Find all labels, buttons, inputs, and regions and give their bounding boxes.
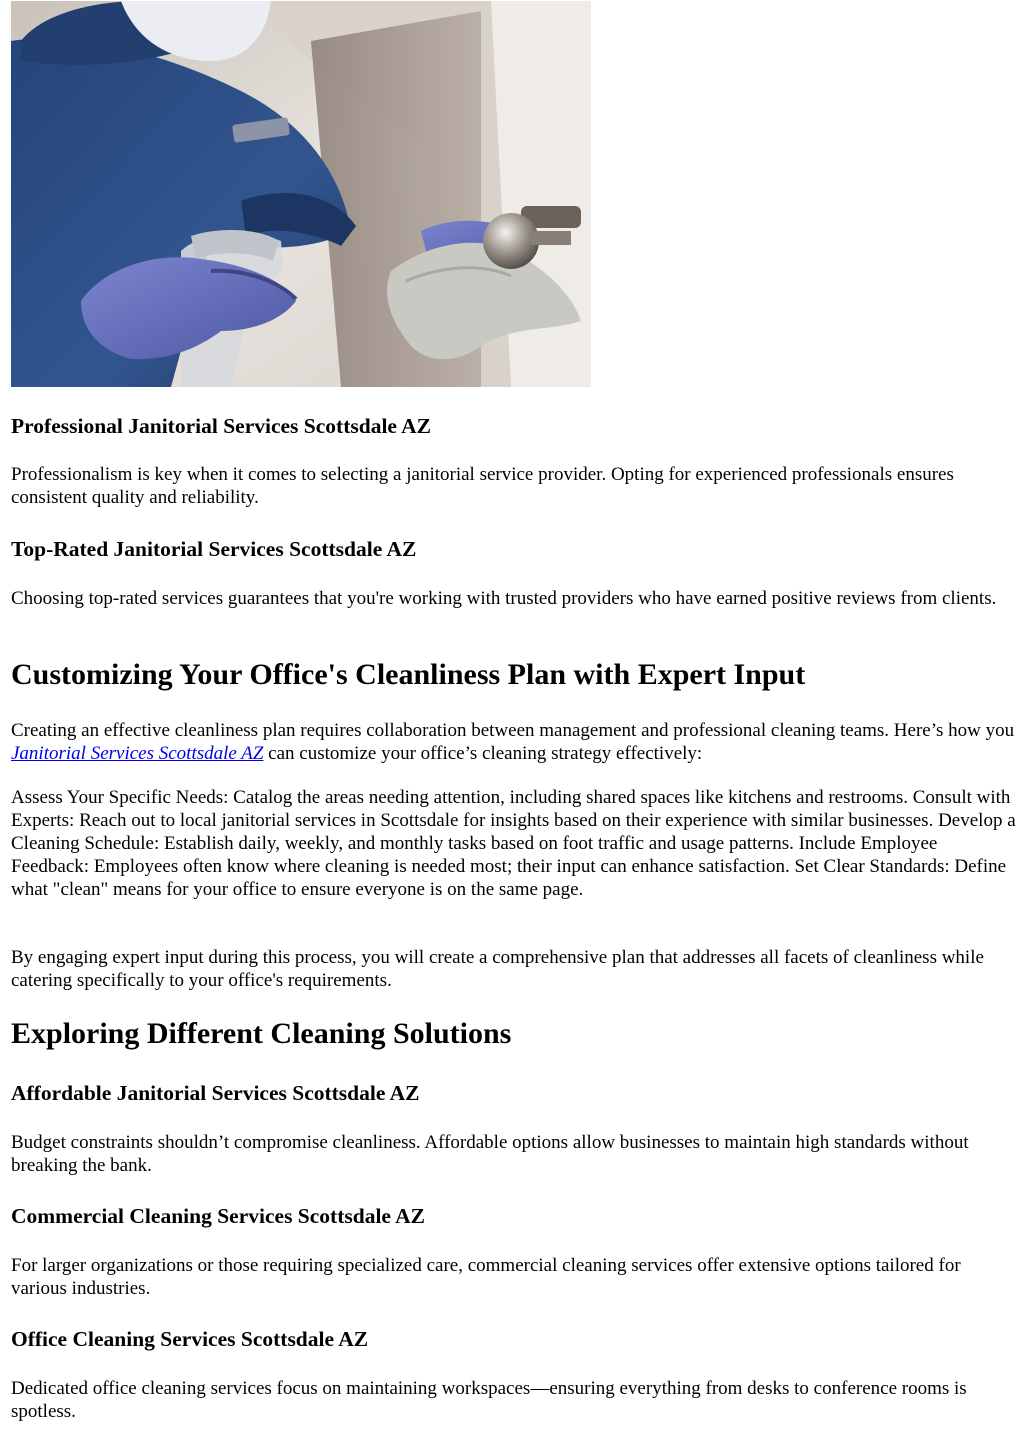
paragraph-customizing-steps: Assess Your Specific Needs: Catalog the areas needing attention, including shared spaces like kitchens and restrooms. Consult with Experts: Reach out to local janitorial services in Scottsdale for insights based on their experience with similar businesses. Develop a Cleaning Schedule: Establish daily, weekly, and monthly tasks based on foot traffic and usage patterns. Include Employee Feedback: Employees often know where cleaning is needed most; their input can enhance satisfaction. Set Clear Standards: Define what "clean" means for your office to ensure everyone is on the same page. xyxy=(11,787,1016,900)
heading-commercial: Commercial Cleaning Services Scottsdale AZ xyxy=(11,1204,426,1228)
paragraph-customizing-intro xyxy=(11,719,1016,765)
paragraph-affordable: Budget constraints shouldn’t compromise cleanliness. Affordable options allow businesses to maintain high standards without breaking the bank. xyxy=(11,1132,969,1176)
paragraph-customizing-conclusion: By engaging expert input during this process, you will create a comprehensive plan that addresses all facets of cleanliness while catering specifically to your office's requirements. xyxy=(11,947,984,991)
heading-professional: Professional Janitorial Services Scottsdale AZ xyxy=(11,414,432,438)
intro-text-before-link: Creating an effective cleanliness plan requires collaboration between management and professional cleaning teams. Here’s how you xyxy=(11,720,1015,741)
heading-exploring: Exploring Different Cleaning Solutions xyxy=(11,1017,512,1050)
paragraph-office: Dedicated office cleaning services focus on maintaining workspaces—ensuring everything from desks to conference rooms is spotless. xyxy=(11,1378,967,1422)
hero-image xyxy=(11,1,591,387)
janitorial-services-link[interactable]: Janitorial Services Scottsdale AZ xyxy=(11,743,264,764)
intro-text-after-link: can customize your office’s cleaning strategy effectively: xyxy=(263,743,703,764)
paragraph-commercial: For larger organizations or those requiring specialized care, commercial cleaning services offer extensive options tailored for various industries. xyxy=(11,1255,961,1299)
heading-office: Office Cleaning Services Scottsdale AZ xyxy=(11,1327,369,1351)
heading-affordable: Affordable Janitorial Services Scottsdale AZ xyxy=(11,1081,420,1105)
heading-top-rated: Top-Rated Janitorial Services Scottsdale AZ xyxy=(11,537,417,561)
paragraph-professional: Professionalism is key when it comes to selecting a janitorial service provider. Opting for experienced professionals ensures consistent quality and reliability. xyxy=(11,464,954,508)
heading-customizing: Customizing Your Office's Cleanliness Plan with Expert Input xyxy=(11,658,806,691)
janitor-cleaning-photo xyxy=(11,1,591,387)
paragraph-top-rated: Choosing top-rated services guarantees that you're working with trusted providers who have earned positive reviews from clients. xyxy=(11,588,997,609)
